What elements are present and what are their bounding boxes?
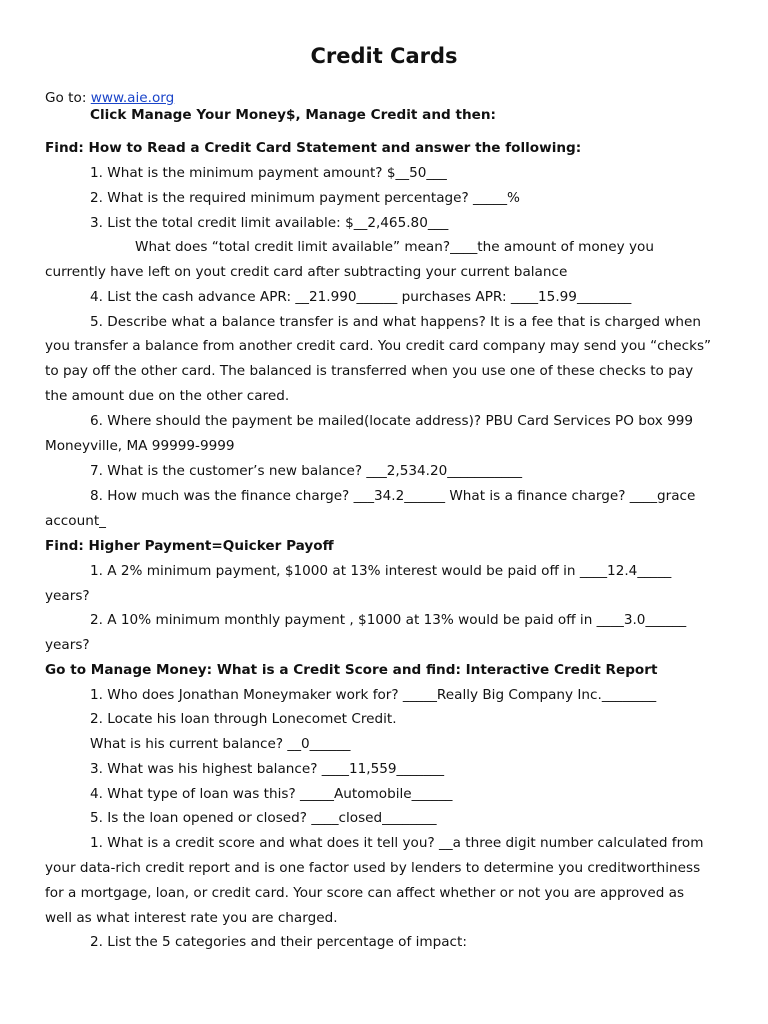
section-heading-payoff: Find: Higher Payment=Quicker Payoff — [45, 538, 334, 554]
answer-line: account_ — [45, 513, 106, 529]
aie-link[interactable]: www.aie.org — [90, 90, 175, 106]
section-heading-credit-report: Go to Manage Money: What is a Credit Score and find: Interactive Credit Report — [45, 662, 658, 678]
question-line: 4. What type of loan was this? _____Automobile______ — [90, 786, 453, 802]
question-line: 4. List the cash advance APR: __21.990______ purchases APR: ____15.99________ — [90, 289, 632, 305]
question-line: 2. List the 5 categories and their percentage of impact: — [90, 934, 467, 950]
answer-line: the amount due on the other cared. — [45, 388, 290, 404]
answer-line: years? — [45, 637, 90, 653]
question-line: 2. Locate his loan through Lonecomet Credit. — [90, 711, 397, 727]
answer-line: well as what interest rate you are charged. — [45, 910, 338, 926]
question-line: 5. Is the loan opened or closed? ____closed________ — [90, 810, 437, 826]
question-line: 7. What is the customer’s new balance? ___2,534.20___________ — [90, 463, 523, 479]
question-line: 5. Describe what a balance transfer is and what happens? It is a fee that is charged when — [90, 314, 702, 330]
answer-line: for a mortgage, loan, or credit card. Your score can affect whether or not you are approved as — [45, 885, 685, 901]
question-line: 2. A 10% minimum monthly payment , $1000 at 13% would be paid off in ____3.0______ — [90, 612, 687, 628]
instruction-line: Click Manage Your Money$, Manage Credit and then: — [90, 107, 496, 123]
page-title: Credit Cards — [310, 44, 458, 68]
question-line: 3. List the total credit limit available: $__2,465.80___ — [90, 215, 449, 231]
section-heading-statement: Find: How to Read a Credit Card Statement and answer the following: — [45, 140, 582, 156]
goto-line — [45, 89, 174, 107]
question-line: 1. What is a credit score and what does it tell you? __a three digit number calculated from — [90, 835, 704, 851]
answer-line: Moneyville, MA 99999-9999 — [45, 438, 235, 454]
question-line: 8. How much was the finance charge? ___34.2______ What is a finance charge? ____grace — [90, 488, 696, 504]
goto-prefix: Go to: — [45, 90, 87, 106]
answer-line: you transfer a balance from another credit card. You credit card company may send you “checks” — [45, 338, 712, 354]
question-line: 1. What is the minimum payment amount? $__50___ — [90, 165, 447, 181]
answer-line: your data-rich credit report and is one factor used by lenders to determine you creditworthiness — [45, 860, 701, 876]
question-line: 2. What is the required minimum payment percentage? _____% — [90, 190, 520, 206]
question-line: 1. Who does Jonathan Moneymaker work for? _____Really Big Company Inc.________ — [90, 687, 657, 703]
question-line: 1. A 2% minimum payment, $1000 at 13% interest would be paid off in ____12.4_____ — [90, 563, 672, 579]
question-line: What is his current balance? __0______ — [90, 736, 351, 752]
question-line: 3. What was his highest balance? ____11,559_______ — [90, 761, 445, 777]
question-line: What does “total credit limit available” mean?____the amount of money you — [135, 239, 654, 255]
answer-line: currently have left on yout credit card after subtracting your current balance — [45, 264, 568, 280]
question-line: 6. Where should the payment be mailed(locate address)? PBU Card Services PO box 999 — [90, 413, 694, 429]
answer-line: years? — [45, 588, 90, 604]
answer-line: to pay off the other card. The balanced is transferred when you use one of these checks to pay — [45, 363, 694, 379]
